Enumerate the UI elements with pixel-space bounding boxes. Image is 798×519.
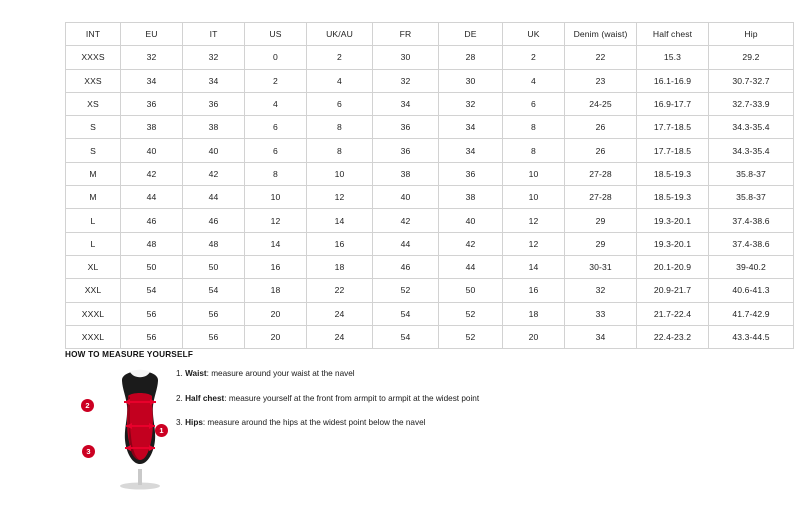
cell-hip: 29.2	[709, 46, 794, 69]
cell-us: 20	[245, 325, 307, 348]
cell-denim-waist: 33	[565, 302, 637, 325]
cell-it: 42	[183, 162, 245, 185]
column-header-fr: FR	[373, 23, 439, 46]
cell-eu: 34	[121, 69, 183, 92]
cell-it: 56	[183, 302, 245, 325]
cell-denim-waist: 27-28	[565, 162, 637, 185]
cell-half-chest: 17.7-18.5	[637, 139, 709, 162]
cell-int: XXL	[66, 279, 121, 302]
cell-it: 46	[183, 209, 245, 232]
cell-int: L	[66, 209, 121, 232]
column-header-uk: UK	[503, 23, 565, 46]
cell-denim-waist: 29	[565, 209, 637, 232]
cell-de: 36	[439, 162, 503, 185]
cell-us: 6	[245, 116, 307, 139]
cell-us: 20	[245, 302, 307, 325]
table-row	[66, 186, 794, 209]
cell-de: 38	[439, 186, 503, 209]
cell-denim-waist: 22	[565, 46, 637, 69]
cell-uk-au: 12	[307, 186, 373, 209]
cell-int: XS	[66, 92, 121, 115]
cell-hip: 34.3-35.4	[709, 116, 794, 139]
cell-eu: 46	[121, 209, 183, 232]
cell-uk: 20	[503, 325, 565, 348]
size-table	[65, 22, 794, 349]
note-index-3: 3.	[176, 418, 183, 427]
how-to-measure-heading: HOW TO MEASURE YOURSELF	[65, 350, 194, 359]
cell-half-chest: 17.7-18.5	[637, 116, 709, 139]
table-row	[66, 116, 794, 139]
cell-de: 34	[439, 116, 503, 139]
cell-fr: 36	[373, 116, 439, 139]
cell-fr: 32	[373, 69, 439, 92]
cell-fr: 30	[373, 46, 439, 69]
cell-int: XXS	[66, 69, 121, 92]
cell-de: 34	[439, 139, 503, 162]
cell-uk-au: 8	[307, 139, 373, 162]
column-header-half-chest: Half chest	[637, 23, 709, 46]
cell-it: 56	[183, 325, 245, 348]
cell-it: 44	[183, 186, 245, 209]
cell-eu: 38	[121, 116, 183, 139]
cell-de: 28	[439, 46, 503, 69]
note-index-2: 2.	[176, 393, 183, 403]
cell-half-chest: 19.3-20.1	[637, 209, 709, 232]
cell-it: 34	[183, 69, 245, 92]
table-row	[66, 279, 794, 302]
measure-note-waist	[176, 368, 696, 380]
cell-half-chest: 16.9-17.7	[637, 92, 709, 115]
cell-uk-au: 14	[307, 209, 373, 232]
cell-denim-waist: 32	[565, 279, 637, 302]
cell-int: M	[66, 162, 121, 185]
cell-half-chest: 20.9-21.7	[637, 279, 709, 302]
note-index-1: 1.	[176, 369, 183, 378]
note-term-hips: Hips	[185, 418, 203, 427]
cell-half-chest: 15.3	[637, 46, 709, 69]
cell-int: S	[66, 139, 121, 162]
cell-fr: 38	[373, 162, 439, 185]
cell-de: 44	[439, 255, 503, 278]
cell-it: 32	[183, 46, 245, 69]
table-row	[66, 209, 794, 232]
cell-eu: 44	[121, 186, 183, 209]
cell-de: 40	[439, 209, 503, 232]
cell-eu: 36	[121, 92, 183, 115]
cell-us: 16	[245, 255, 307, 278]
cell-denim-waist: 26	[565, 139, 637, 162]
cell-de: 52	[439, 325, 503, 348]
cell-half-chest: 22.4-23.2	[637, 325, 709, 348]
cell-it: 50	[183, 255, 245, 278]
cell-us: 18	[245, 279, 307, 302]
cell-it: 38	[183, 116, 245, 139]
cell-eu: 50	[121, 255, 183, 278]
cell-us: 4	[245, 92, 307, 115]
cell-uk: 8	[503, 116, 565, 139]
cell-uk: 6	[503, 92, 565, 115]
cell-uk: 16	[503, 279, 565, 302]
cell-denim-waist: 30-31	[565, 255, 637, 278]
cell-eu: 48	[121, 232, 183, 255]
cell-uk: 12	[503, 232, 565, 255]
cell-uk: 10	[503, 162, 565, 185]
cell-uk: 18	[503, 302, 565, 325]
cell-denim-waist: 27-28	[565, 186, 637, 209]
table-row	[66, 69, 794, 92]
cell-half-chest: 18.5-19.3	[637, 162, 709, 185]
cell-int: S	[66, 116, 121, 139]
cell-de: 52	[439, 302, 503, 325]
cell-denim-waist: 29	[565, 232, 637, 255]
callout-bullet-1: 1	[155, 424, 168, 437]
cell-fr: 34	[373, 92, 439, 115]
cell-fr: 40	[373, 186, 439, 209]
cell-int: M	[66, 186, 121, 209]
cell-it: 40	[183, 139, 245, 162]
table-row	[66, 232, 794, 255]
cell-int: XXXS	[66, 46, 121, 69]
cell-uk-au: 22	[307, 279, 373, 302]
column-header-us: US	[245, 23, 307, 46]
table-header-row	[66, 23, 794, 46]
cell-us: 8	[245, 162, 307, 185]
cell-hip: 43.3-44.5	[709, 325, 794, 348]
cell-uk: 4	[503, 69, 565, 92]
note-text-waist: : measure around your waist at the navel	[206, 369, 355, 378]
cell-de: 50	[439, 279, 503, 302]
cell-uk: 14	[503, 255, 565, 278]
cell-denim-waist: 24-25	[565, 92, 637, 115]
cell-hip: 34.3-35.4	[709, 139, 794, 162]
cell-eu: 56	[121, 325, 183, 348]
cell-uk-au: 6	[307, 92, 373, 115]
note-text-half-chest: : measure yourself at the front from armpit to armpit at the widest point	[224, 393, 480, 403]
cell-uk-au: 24	[307, 325, 373, 348]
cell-us: 6	[245, 139, 307, 162]
cell-uk-au: 8	[307, 116, 373, 139]
cell-us: 2	[245, 69, 307, 92]
cell-fr: 46	[373, 255, 439, 278]
column-header-uk-au: UK/AU	[307, 23, 373, 46]
cell-hip: 35.8-37	[709, 162, 794, 185]
cell-denim-waist: 26	[565, 116, 637, 139]
cell-half-chest: 16.1-16.9	[637, 69, 709, 92]
table-row	[66, 255, 794, 278]
cell-denim-waist: 34	[565, 325, 637, 348]
cell-uk: 12	[503, 209, 565, 232]
cell-hip: 35.8-37	[709, 186, 794, 209]
note-term-half-chest: Half chest	[185, 393, 225, 403]
table-row	[66, 92, 794, 115]
cell-half-chest: 18.5-19.3	[637, 186, 709, 209]
column-header-eu: EU	[121, 23, 183, 46]
table-row	[66, 46, 794, 69]
cell-us: 10	[245, 186, 307, 209]
cell-fr: 42	[373, 209, 439, 232]
cell-de: 30	[439, 69, 503, 92]
cell-it: 36	[183, 92, 245, 115]
table-row	[66, 139, 794, 162]
cell-de: 32	[439, 92, 503, 115]
cell-de: 42	[439, 232, 503, 255]
cell-eu: 56	[121, 302, 183, 325]
cell-uk: 8	[503, 139, 565, 162]
cell-half-chest: 21.7-22.4	[637, 302, 709, 325]
cell-hip: 37.4-38.6	[709, 232, 794, 255]
cell-int: L	[66, 232, 121, 255]
cell-uk: 10	[503, 186, 565, 209]
cell-uk-au: 16	[307, 232, 373, 255]
cell-denim-waist: 23	[565, 69, 637, 92]
measure-instructions-list	[176, 368, 696, 442]
table-row	[66, 325, 794, 348]
cell-it: 48	[183, 232, 245, 255]
callout-bullet-3: 3	[82, 445, 95, 458]
note-term-waist: Waist	[185, 369, 207, 378]
cell-uk-au: 18	[307, 255, 373, 278]
column-header-it: IT	[183, 23, 245, 46]
cell-half-chest: 19.3-20.1	[637, 232, 709, 255]
callout-bullet-2: 2	[81, 399, 94, 412]
cell-hip: 30.7-32.7	[709, 69, 794, 92]
measure-note-hips	[176, 417, 696, 429]
cell-uk-au: 10	[307, 162, 373, 185]
cell-eu: 40	[121, 139, 183, 162]
cell-hip: 41.7-42.9	[709, 302, 794, 325]
cell-uk-au: 4	[307, 69, 373, 92]
column-header-de: DE	[439, 23, 503, 46]
cell-fr: 44	[373, 232, 439, 255]
cell-hip: 40.6-41.3	[709, 279, 794, 302]
cell-uk: 2	[503, 46, 565, 69]
table-row	[66, 162, 794, 185]
cell-uk-au: 2	[307, 46, 373, 69]
cell-int: XXXL	[66, 325, 121, 348]
cell-eu: 54	[121, 279, 183, 302]
cell-fr: 52	[373, 279, 439, 302]
column-header-hip: Hip	[709, 23, 794, 46]
cell-half-chest: 20.1-20.9	[637, 255, 709, 278]
cell-us: 0	[245, 46, 307, 69]
cell-hip: 37.4-38.6	[709, 209, 794, 232]
cell-fr: 54	[373, 325, 439, 348]
column-header-int: INT	[66, 23, 121, 46]
cell-eu: 32	[121, 46, 183, 69]
cell-int: XXXL	[66, 302, 121, 325]
cell-it: 54	[183, 279, 245, 302]
cell-us: 12	[245, 209, 307, 232]
table-row	[66, 302, 794, 325]
cell-fr: 54	[373, 302, 439, 325]
cell-uk-au: 24	[307, 302, 373, 325]
measure-note-half-chest	[176, 393, 696, 405]
size-table-container	[65, 22, 770, 349]
note-text-hips: : measure around the hips at the widest point below the navel	[202, 418, 426, 427]
cell-hip: 39-40.2	[709, 255, 794, 278]
cell-eu: 42	[121, 162, 183, 185]
cell-int: XL	[66, 255, 121, 278]
cell-hip: 32.7-33.9	[709, 92, 794, 115]
cell-fr: 36	[373, 139, 439, 162]
column-header-denim-waist: Denim (waist)	[565, 23, 637, 46]
cell-us: 14	[245, 232, 307, 255]
